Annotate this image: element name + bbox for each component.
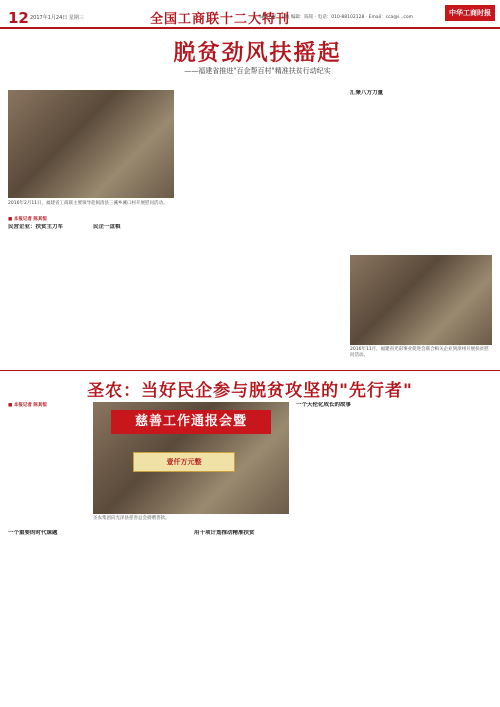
issue-date: 2017年1月24日 星期三 bbox=[30, 15, 84, 21]
section-title: 全国工商联十二大特刊 bbox=[150, 12, 291, 27]
article2-photo bbox=[93, 402, 289, 514]
article1-column-3 bbox=[180, 90, 260, 360]
article1-subheadline: ——福建省推进"百企帮百村"精准扶贫行动纪实 bbox=[184, 67, 331, 75]
event-banner: 慈善工作通报会暨 bbox=[111, 410, 271, 434]
page-number: 12 bbox=[8, 9, 29, 27]
article2-column-2 bbox=[93, 530, 189, 700]
newspaper-logo: 中华工商时报 bbox=[445, 5, 495, 21]
page-header bbox=[0, 0, 500, 30]
article2-column-4 bbox=[296, 402, 392, 700]
article2-photo-caption: 圣农集团向光泽县慈善总会捐赠善款。 bbox=[93, 516, 170, 521]
section-heading: 用十项计划推动精准扶贫 bbox=[194, 530, 255, 536]
header-rule bbox=[0, 27, 500, 29]
article1-photo2-caption: 2016年11月，福建省光彩事业促进会联合相关企业到漳州开展扶贫慰问活动。 bbox=[350, 347, 489, 358]
section-heading: 一个重要的时代课题 bbox=[8, 530, 58, 536]
editor-credits: 本版主编：王晓 编辑：陈铭 · 电话：010-88102128 · Email：cca@i...com bbox=[258, 15, 413, 20]
article2-byline: ■ 本报记者 陈其恒 bbox=[8, 403, 47, 408]
article1-photo-caption: 2016年2月11日，福建省工商联主要领导赴闽清县三溪乡溪口村开展慰问活动。 bbox=[8, 201, 168, 206]
article2-column-1b bbox=[8, 530, 88, 700]
article1-photo-2 bbox=[350, 255, 492, 345]
article2-headline: 圣农：当好民企参与脱贫攻坚的"先行者" bbox=[87, 381, 413, 401]
article1-byline: ■ 本报记者 陈其恒 bbox=[8, 217, 47, 222]
section-heading: 一个天伦化成长的故事 bbox=[296, 402, 352, 408]
section-heading: 民企一盘棋 bbox=[93, 224, 121, 230]
article2-column-3 bbox=[194, 530, 290, 700]
article1-column-5 bbox=[350, 90, 414, 250]
section-heading: 民营企业：扶贫主力军 bbox=[8, 224, 64, 230]
article1-column-1 bbox=[8, 224, 88, 360]
donation-cheque: 壹仟万元整 bbox=[133, 452, 235, 472]
article1-column-4 bbox=[265, 90, 345, 360]
article-divider bbox=[0, 370, 500, 371]
article1-headline: 脱贫劲风扶摇起 bbox=[173, 40, 342, 66]
section-heading: 汇聚八方力量 bbox=[350, 90, 384, 96]
article1-column-6 bbox=[419, 90, 492, 250]
article1-photo bbox=[8, 90, 174, 198]
article1-column-2 bbox=[93, 224, 173, 360]
article2-column-5 bbox=[397, 402, 492, 700]
